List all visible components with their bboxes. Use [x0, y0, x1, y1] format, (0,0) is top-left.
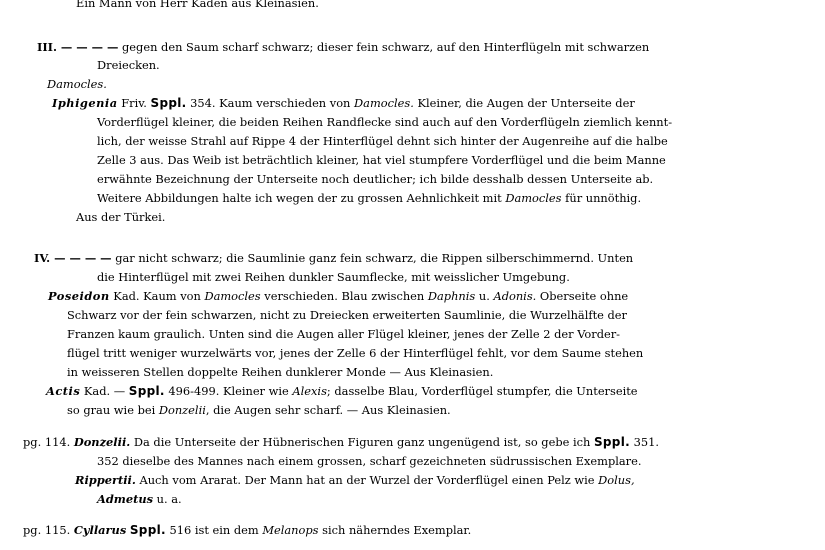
entry-page-115: pg. 115. Cyllarus Sppl. 516 ist ein dem Melanops sich näherndes Exemplar.	[23, 523, 472, 537]
text-line: Ein Mann von Herr Kaden aus Kleinasien.	[76, 0, 319, 10]
text-line: die Hinterflügel mit zwei Reihen dunkler Saumflecke, mit weisslicher Umgebung.	[97, 270, 570, 284]
section-iv-heading: IV. — — — — gar nicht schwarz; die Saumlinie ganz fein schwarz, die Rippen silberschimmernd. Unten	[34, 251, 634, 265]
species-name: Iphigenia	[52, 96, 118, 110]
entry-rippertii: Rippertii. Auch vom Ararat. Der Mann hat an der Wurzel der Vorderflügel einen Pelz wie Dolus,	[75, 473, 635, 487]
text-line: lich, der weisse Strahl auf Rippe 4 der Hinterflügel dehnt sich hinter der Augenreihe auf die halbe	[97, 134, 668, 148]
text-line: erwähnte Bezeichnung der Unterseite noch deutlicher; ich bilde desshalb dessen Unterseite ab.	[97, 172, 654, 186]
species-heading: Damocles.	[47, 77, 107, 91]
text-line: so grau wie bei Donzelii, die Augen sehr scharf. — Aus Kleinasien.	[67, 403, 451, 417]
section-marker: III. — — — —	[37, 40, 119, 54]
text-line: in weisseren Stellen doppelte Reihen dunklerer Monde — Aus Kleinasien.	[67, 365, 494, 379]
species-name: Poseidon	[48, 289, 110, 303]
text-line: flügel tritt weniger wurzelwärts vor, jenes der Zelle 6 der Hinterflügel fehlt, vor dem Saume stehen	[67, 346, 644, 360]
text-line: Admetus u. a.	[97, 492, 182, 506]
sppl-ref: Sppl.	[128, 384, 165, 398]
text-line: Weitere Abbildungen halte ich wegen der zu grossen Aehnlichkeit mit Damocles für unnöthig.	[97, 191, 642, 205]
entry-page-114: pg. 114. Donzelii. Da die Unterseite der Hübnerischen Figuren ganz ungenügend ist, so gebe ich Sppl. 351.	[23, 435, 659, 449]
sppl-ref: Sppl.	[129, 523, 166, 537]
entry-actis: Actis Kad. — Sppl. 496-499. Kleiner wie Alexis; dasselbe Blau, Vorderflügel stumpfer, die Unterseite	[46, 384, 638, 398]
text-line: Dreiecken.	[97, 58, 160, 72]
section-marker: IV. — — — —	[34, 251, 112, 265]
sppl-ref: Sppl.	[593, 435, 630, 449]
entry-poseidon: Poseidon Kad. Kaum von Damocles verschieden. Blau zwischen Daphnis u. Adonis. Oberseite ohne	[48, 289, 629, 303]
text-line: Vorderflügel kleiner, die beiden Reihen Randflecke sind auch auf den Vorderflügeln ziemlich kennt-	[97, 115, 673, 129]
entry-iphigenia: Iphigenia Friv. Sppl. 354. Kaum verschieden von Damocles. Kleiner, die Augen der Unterseite der	[52, 96, 635, 110]
text-line: Aus der Türkei.	[76, 210, 166, 224]
page-reference: pg. 114.	[23, 435, 74, 449]
text-line: Zelle 3 aus. Das Weib ist beträchtlich kleiner, hat viel stumpfere Vorderflügel und die beim Manne	[97, 153, 666, 167]
page-reference: pg. 115.	[23, 523, 74, 537]
text-line: Franzen kaum graulich. Unten sind die Augen aller Flügel kleiner, jenes der Zelle 2 der Vorder-	[67, 327, 621, 341]
sppl-ref: Sppl.	[150, 96, 187, 110]
species-name: Actis	[46, 384, 81, 398]
section-iii-heading: III. — — — — gegen den Saum scharf schwarz; dieser fein schwarz, auf den Hinterflügeln mit schwarzen	[37, 40, 650, 54]
text-line: Schwarz vor der fein schwarzen, nicht zu Dreiecken erweiterten Saumlinie, die Wurzelhälfte der	[67, 308, 627, 322]
text-line: 352 dieselbe des Mannes nach einem grossen, scharf gezeichneten südrussischen Exemplare.	[97, 454, 642, 468]
